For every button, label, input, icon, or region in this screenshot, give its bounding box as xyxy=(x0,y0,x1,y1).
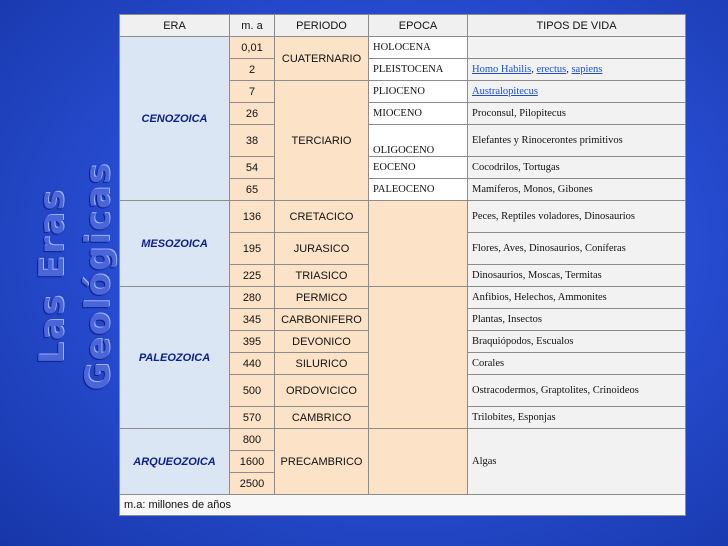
ma-cell: 500 xyxy=(230,375,275,407)
header-row xyxy=(120,15,686,37)
life-cretacico: Peces, Reptiles voladores, Dinosaurios xyxy=(468,201,686,233)
ma-cell: 570 xyxy=(230,407,275,429)
ma-cell: 2 xyxy=(230,59,275,81)
epoch-mioceno: MIOCENO xyxy=(369,103,468,125)
period-terciario: TERCIARIO xyxy=(275,81,369,201)
ma-cell: 54 xyxy=(230,157,275,179)
homo-habilis-link[interactable]: Homo Habilis xyxy=(472,64,532,75)
life-precambrico: Algas xyxy=(468,429,686,495)
ma-cell: 38 xyxy=(230,125,275,157)
ma-cell: 65 xyxy=(230,179,275,201)
header-periodo: PERIODO xyxy=(275,15,369,37)
header-era: ERA xyxy=(120,15,230,37)
life-oligoceno: Elefantes y Rinocerontes primitivos xyxy=(468,125,686,157)
table-row xyxy=(120,429,686,451)
period-cuaternario: CUATERNARIO xyxy=(275,37,369,81)
ma-cell: 225 xyxy=(230,265,275,287)
sapiens-link[interactable]: sapiens xyxy=(571,64,603,75)
era-mesozoica: MESOZOICA xyxy=(120,201,230,287)
header-epoca: EPOCA xyxy=(369,15,468,37)
life-mioceno: Proconsul, Pilopitecus xyxy=(468,103,686,125)
life-permico: Anfibios, Helechos, Ammonites xyxy=(468,287,686,309)
ma-cell: 7 xyxy=(230,81,275,103)
period-carbonifero: CARBONIFERO xyxy=(275,309,369,331)
table-row xyxy=(120,37,686,59)
epoch-blank xyxy=(369,287,468,429)
life-devonico: Braquiópodos, Escualos xyxy=(468,331,686,353)
epoch-pleistocena: PLEISTOCENA xyxy=(369,59,468,81)
ma-cell: 800 xyxy=(230,429,275,451)
epoch-eoceno: EOCENO xyxy=(369,157,468,179)
erectus-link[interactable]: erectus xyxy=(536,64,567,75)
separator: , xyxy=(566,64,572,75)
footer-row xyxy=(120,495,686,516)
epoch-blank xyxy=(369,429,468,495)
epoch-blank xyxy=(369,201,468,287)
life-triasico: Dinosaurios, Moscas, Termitas xyxy=(468,265,686,287)
ma-cell: 395 xyxy=(230,331,275,353)
period-silurico: SILURICO xyxy=(275,353,369,375)
period-devonico: DEVONICO xyxy=(275,331,369,353)
epoch-holocena: HOLOCENA xyxy=(369,37,468,59)
era-cenozoica: CENOZOICA xyxy=(120,37,230,201)
side-title: Las Eras Geológicas xyxy=(32,161,118,391)
table-row xyxy=(120,201,686,233)
ma-cell: 0,01 xyxy=(230,37,275,59)
life-paleoceno: Mamíferos, Monos, Gibones xyxy=(468,179,686,201)
life-holocena xyxy=(468,37,686,59)
period-triasico: TRIASICO xyxy=(275,265,369,287)
ma-cell: 1600 xyxy=(230,451,275,473)
ma-cell: 26 xyxy=(230,103,275,125)
australopitecus-link[interactable]: Australopitecus xyxy=(472,86,538,97)
period-cretacico: CRETACICO xyxy=(275,201,369,233)
period-permico: PERMICO xyxy=(275,287,369,309)
life-pleistocena xyxy=(468,59,686,81)
epoch-paleoceno: PALEOCENO xyxy=(369,179,468,201)
era-arqueozoica: ARQUEOZOICA xyxy=(120,429,230,495)
period-ordovicico: ORDOVICICO xyxy=(275,375,369,407)
life-jurasico: Flores, Aves, Dinosaurios, Coníferas xyxy=(468,233,686,265)
separator: , xyxy=(531,64,537,75)
ma-cell: 280 xyxy=(230,287,275,309)
life-carbonifero: Plantas, Insectos xyxy=(468,309,686,331)
life-silurico: Corales xyxy=(468,353,686,375)
ma-cell: 345 xyxy=(230,309,275,331)
period-jurasico: JURASICO xyxy=(275,233,369,265)
period-precambrico: PRECAMBRICO xyxy=(275,429,369,495)
epoch-plioceno: PLIOCENO xyxy=(369,81,468,103)
period-cambrico: CAMBRICO xyxy=(275,407,369,429)
life-cambrico: Trilobites, Esponjas xyxy=(468,407,686,429)
epoch-oligoceno: OLIGOCENO xyxy=(369,125,468,157)
life-ordovicico: Ostracodermos, Graptolites, Crinoideos xyxy=(468,375,686,407)
era-paleozoica: PALEOZOICA xyxy=(120,287,230,429)
header-ma: m. a xyxy=(230,15,275,37)
ma-cell: 440 xyxy=(230,353,275,375)
ma-cell: 136 xyxy=(230,201,275,233)
life-plioceno xyxy=(468,81,686,103)
ma-cell: 195 xyxy=(230,233,275,265)
header-vida: TIPOS DE VIDA xyxy=(468,15,686,37)
life-eoceno: Cocodrilos, Tortugas xyxy=(468,157,686,179)
table-row xyxy=(120,287,686,309)
footer-note: m.a: millones de años xyxy=(120,495,686,516)
geologic-eras-table xyxy=(119,14,686,516)
ma-cell: 2500 xyxy=(230,473,275,495)
